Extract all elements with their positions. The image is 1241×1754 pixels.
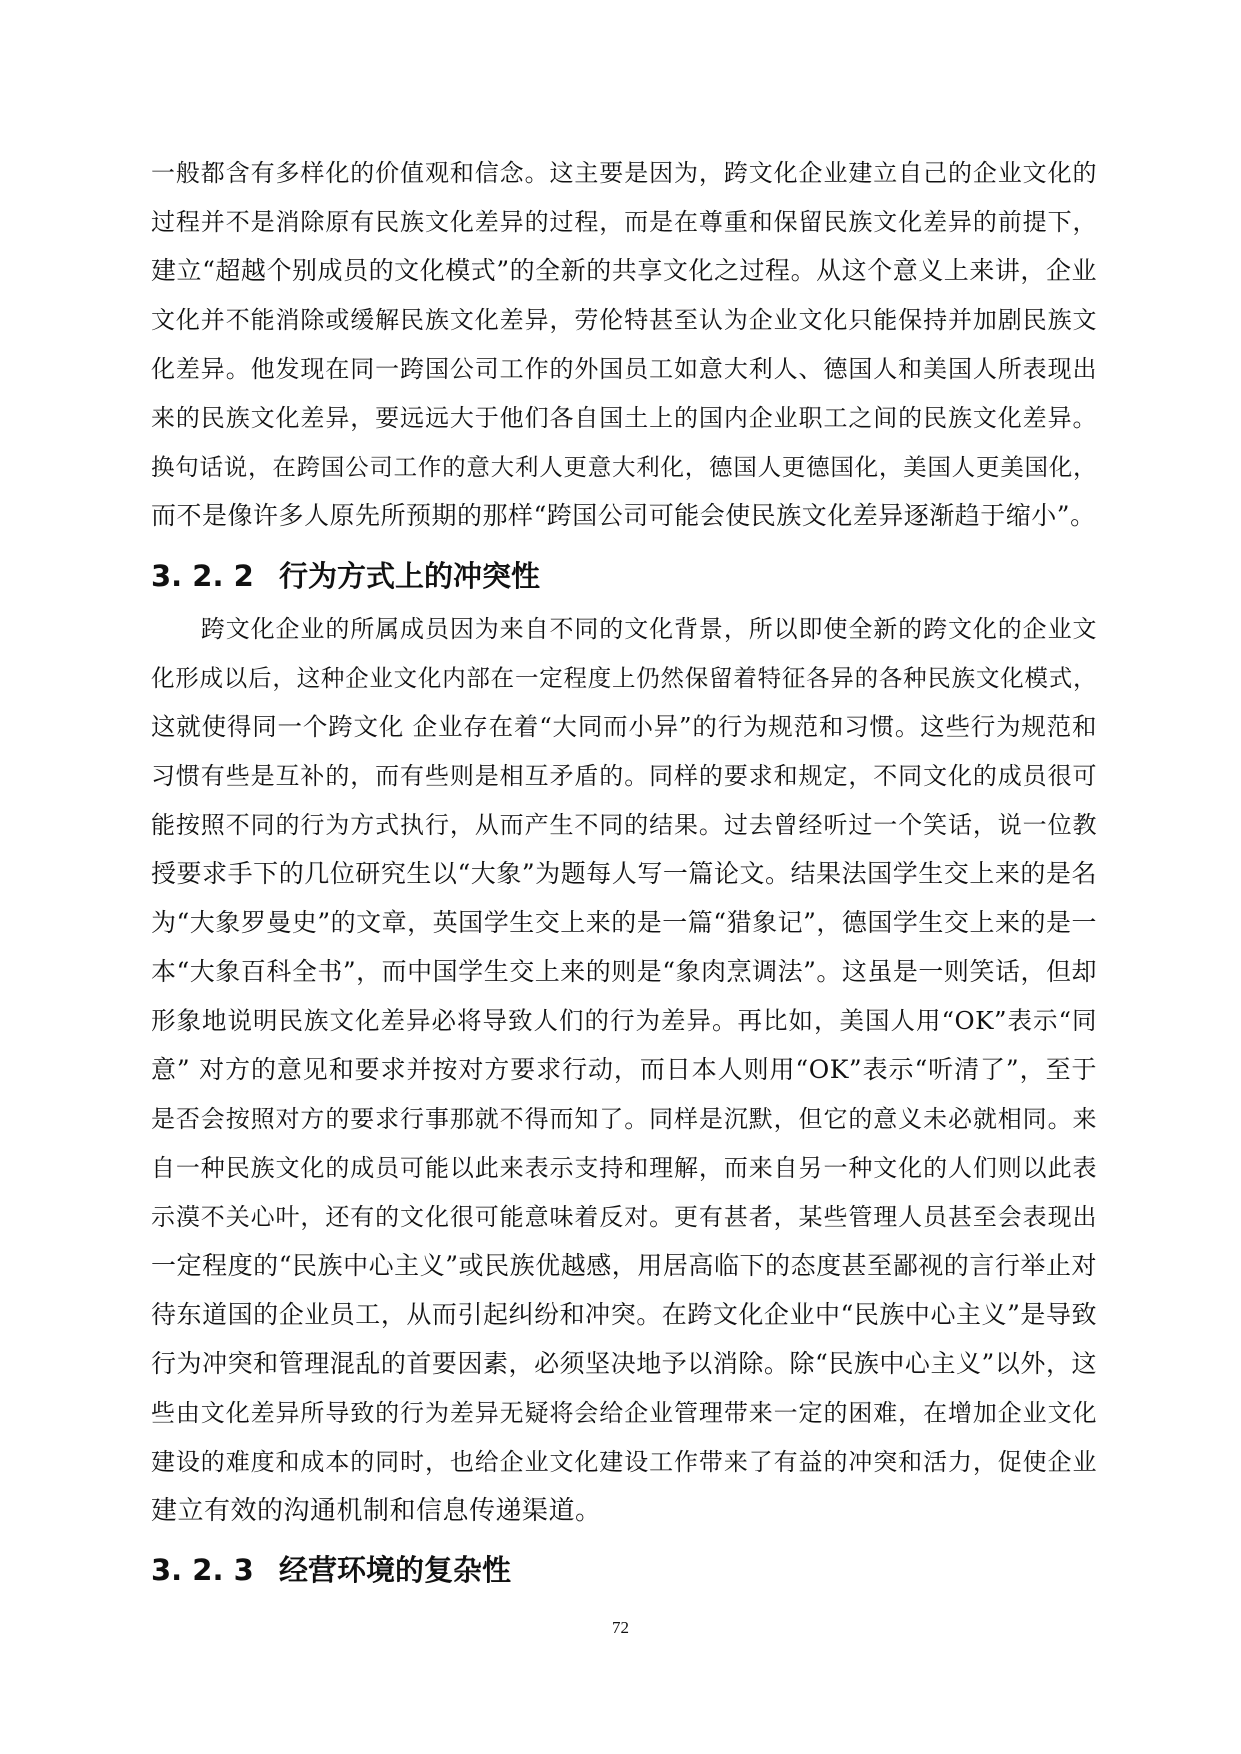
section-number: 3. 2. 3 bbox=[151, 1553, 254, 1587]
section-number: 3. 2. 2 bbox=[151, 559, 254, 593]
paragraph-line: 些由文化差异所导致的行为差异无疑将会给企业管理带来一定的困难，在增加企业文化 bbox=[151, 1399, 1097, 1427]
paragraph-line: 一定程度的“民族中心主义”或民族优越感，用居高临下的态度甚至鄙视的言行举止对 bbox=[151, 1251, 1097, 1280]
paragraph-line: 跨文化企业的所属成员因为来自不同的文化背景，所以即使全新的跨文化的企业文 bbox=[151, 615, 1097, 643]
paragraph-line: 这就使得同一个跨文化 企业存在着“大同而小异”的行为规范和习惯。这些行为规范和 bbox=[151, 712, 1097, 741]
paragraph-line: 为“大象罗曼史”的文章，英国学生交上来的是一篇“猎象记”，德国学生交上来的是一 bbox=[151, 908, 1097, 937]
section-title: 行为方式上的冲突性 bbox=[279, 559, 541, 593]
paragraph-line: 习惯有些是互补的，而有些则是相互矛盾的。同样的要求和规定，不同文化的成员很可 bbox=[151, 762, 1097, 790]
paragraph-line: 化差异。他发现在同一跨国公司工作的外国员工如意大利人、德国人和美国人所表现出 bbox=[151, 355, 1097, 383]
paragraph-line: 建立有效的沟通机制和信息传递渠道。 bbox=[151, 1496, 602, 1526]
section-heading-3-2-2 bbox=[151, 556, 540, 596]
paragraph-line: 建设的难度和成本的同时，也给企业文化建设工作带来了有益的冲突和活力，促使企业 bbox=[151, 1448, 1097, 1476]
paragraph-line: 授要求手下的几位研究生以“大象”为题每人写一篇论文。结果法国学生交上来的是名 bbox=[151, 859, 1097, 888]
paragraph-line: 一般都含有多样化的价值观和信念。这主要是因为，跨文化企业建立自己的企业文化的 bbox=[151, 159, 1097, 187]
paragraph-line: 本“大象百科全书”，而中国学生交上来的则是“象肉烹调法”。这虽是一则笑话，但却 bbox=[151, 957, 1097, 986]
paragraph-line: 化形成以后，这种企业文化内部在一定程度上仍然保留着特征各异的各种民族文化模式， bbox=[151, 664, 1097, 692]
paragraph-line: 意” 对方的意见和要求并按对方要求行动，而日本人则用“OK”表示“听清了”，至于 bbox=[151, 1055, 1097, 1084]
paragraph-line: 过程并不是消除原有民族文化差异的过程，而是在尊重和保留民族文化差异的前提下， bbox=[151, 208, 1097, 236]
paragraph-line: 待东道国的企业员工，从而引起纠纷和冲突。在跨文化企业中“民族中心主义”是导致 bbox=[151, 1300, 1097, 1329]
paragraph-line: 建立“超越个别成员的文化模式”的全新的共享文化之过程。从这个意义上来讲，企业 bbox=[151, 256, 1097, 285]
page-number: 72 bbox=[612, 1618, 629, 1637]
section-heading-3-2-3 bbox=[151, 1550, 511, 1590]
paragraph-line: 文化并不能消除或缓解民族文化差异，劳伦特甚至认为企业文化只能保持并加剧民族文 bbox=[151, 306, 1097, 334]
paragraph-line: 是否会按照对方的要求行事那就不得而知了。同样是沉默，但它的意义未必就相同。来 bbox=[151, 1105, 1097, 1133]
section-title: 经营环境的复杂性 bbox=[279, 1553, 512, 1587]
paragraph-line: 自一种民族文化的成员可能以此来表示支持和理解，而来自另一种文化的人们则以此表 bbox=[151, 1154, 1097, 1182]
paragraph-line: 形象地说明民族文化差异必将导致人们的行为差异。再比如，美国人用“OK”表示“同 bbox=[151, 1006, 1097, 1035]
paragraph-line: 而不是像许多人原先所预期的那样“跨国公司可能会使民族文化差异逐渐趋于缩小”。 bbox=[151, 501, 1096, 530]
paragraph-line: 来的民族文化差异，要远远大于他们各自国土上的国内企业职工之间的民族文化差异。 bbox=[151, 404, 1097, 432]
paragraph-line: 示漠不关心叶，还有的文化很可能意味着反对。更有甚者，某些管理人员甚至会表现出 bbox=[151, 1203, 1097, 1231]
paragraph-line: 行为冲突和管理混乱的首要因素，必须坚决地予以消除。除“民族中心主义”以外，这 bbox=[151, 1349, 1097, 1378]
paragraph-line: 能按照不同的行为方式执行，从而产生不同的结果。过去曾经听过一个笑话，说一位教 bbox=[151, 811, 1097, 839]
paragraph-line: 换句话说，在跨国公司工作的意大利人更意大利化，德国人更德国化，美国人更美国化， bbox=[151, 453, 1097, 481]
